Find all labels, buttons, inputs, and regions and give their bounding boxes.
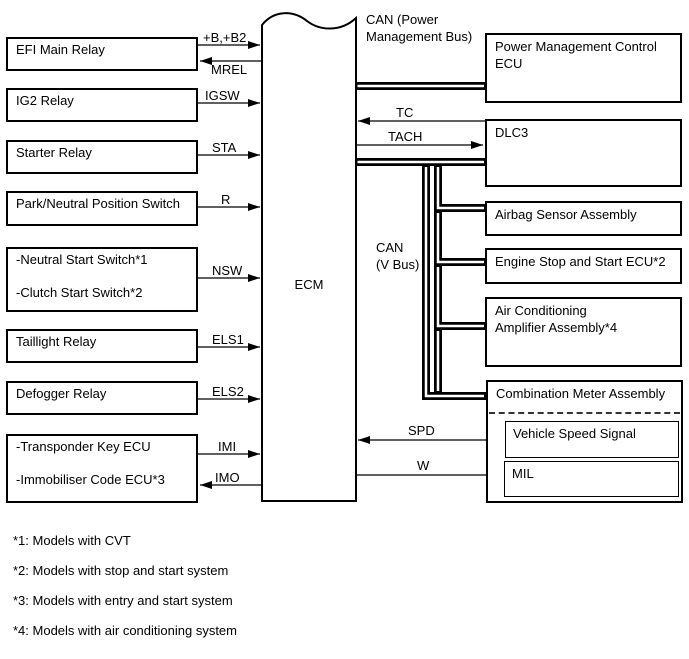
box-label: Airbag Sensor Assembly [495, 207, 637, 222]
signal-label-r: R [221, 192, 231, 207]
box-starter-relay [6, 140, 198, 174]
signal-label-sta: STA [212, 140, 237, 155]
box-taillight-relay [6, 329, 198, 363]
signal-label-els1: ELS1 [212, 332, 244, 347]
box-vehicle-speed-signal [505, 421, 679, 458]
signal-label-els2: ELS2 [212, 384, 244, 399]
box-label: MIL [512, 466, 534, 481]
box-label: Air Conditioning [495, 303, 587, 318]
box-dlc3 [485, 119, 682, 187]
box-label: -Immobiliser Code ECU*3 [16, 472, 165, 487]
dashed-divider [489, 412, 680, 414]
ecm-box-outline [262, 13, 356, 501]
signal-label-spd: SPD [408, 423, 435, 438]
footnote: *1: Models with CVT [13, 533, 131, 548]
footnote: *3: Models with entry and start system [13, 593, 233, 608]
can-label-line: Management Bus) [366, 29, 473, 44]
box-transponder-immobiliser [6, 434, 198, 503]
box-power-management-control-ecu [485, 33, 682, 103]
footnotes [13, 526, 237, 646]
signal-label-tc: TC [396, 105, 414, 120]
signal-label-imo: IMO [215, 470, 240, 485]
box-efi-main-relay [6, 37, 198, 71]
footnote: *2: Models with stop and start system [13, 563, 229, 578]
box-park-neutral-position-switch [6, 191, 198, 226]
box-label: IG2 Relay [16, 93, 74, 108]
can-label-line: CAN [376, 240, 404, 255]
signal-label-plus-b: +B,+B2 [203, 30, 247, 45]
box-label: Vehicle Speed Signal [513, 426, 636, 441]
signal-label-nsw: NSW [212, 263, 243, 278]
box-combination-meter-assembly [486, 380, 683, 503]
signal-label-w: W [417, 458, 430, 473]
box-label: Power Management Control [495, 39, 657, 54]
box-label: Engine Stop and Start ECU*2 [495, 254, 666, 269]
can-power-bus-label [366, 11, 472, 45]
box-label: EFI Main Relay [16, 42, 105, 57]
box-label: DLC3 [495, 125, 529, 140]
signal-label-tach: TACH [388, 129, 423, 144]
box-label: Defogger Relay [16, 386, 107, 401]
box-neutral-clutch-start-switch [6, 247, 198, 312]
box-label: Taillight Relay [16, 334, 97, 349]
box-mil [504, 461, 679, 497]
box-defogger-relay [6, 381, 198, 415]
box-label: Amplifier Assembly*4 [495, 320, 618, 335]
box-label: -Clutch Start Switch*2 [16, 285, 143, 300]
footnote: *4: Models with air conditioning system [13, 623, 237, 638]
box-air-conditioning-amplifier [485, 297, 682, 367]
signal-label-imi: IMI [218, 439, 237, 454]
box-airbag-sensor-assembly [485, 201, 682, 236]
box-label: -Transponder Key ECU [16, 439, 151, 454]
signal-label-mrel: MREL [211, 62, 248, 77]
can-v-bus-label [376, 239, 419, 273]
box-engine-stop-start-ecu [485, 248, 682, 284]
ecm-label: ECM [294, 277, 324, 292]
signal-label-igsw: IGSW [205, 88, 240, 103]
box-ig2-relay [6, 88, 198, 122]
box-label: Starter Relay [16, 145, 92, 160]
box-label: Combination Meter Assembly [496, 386, 666, 401]
box-label: -Neutral Start Switch*1 [16, 252, 148, 267]
can-label-line: CAN (Power [366, 12, 439, 27]
can-label-line: (V Bus) [376, 257, 420, 272]
box-label: ECU [495, 56, 523, 71]
box-label: Park/Neutral Position Switch [16, 196, 181, 211]
